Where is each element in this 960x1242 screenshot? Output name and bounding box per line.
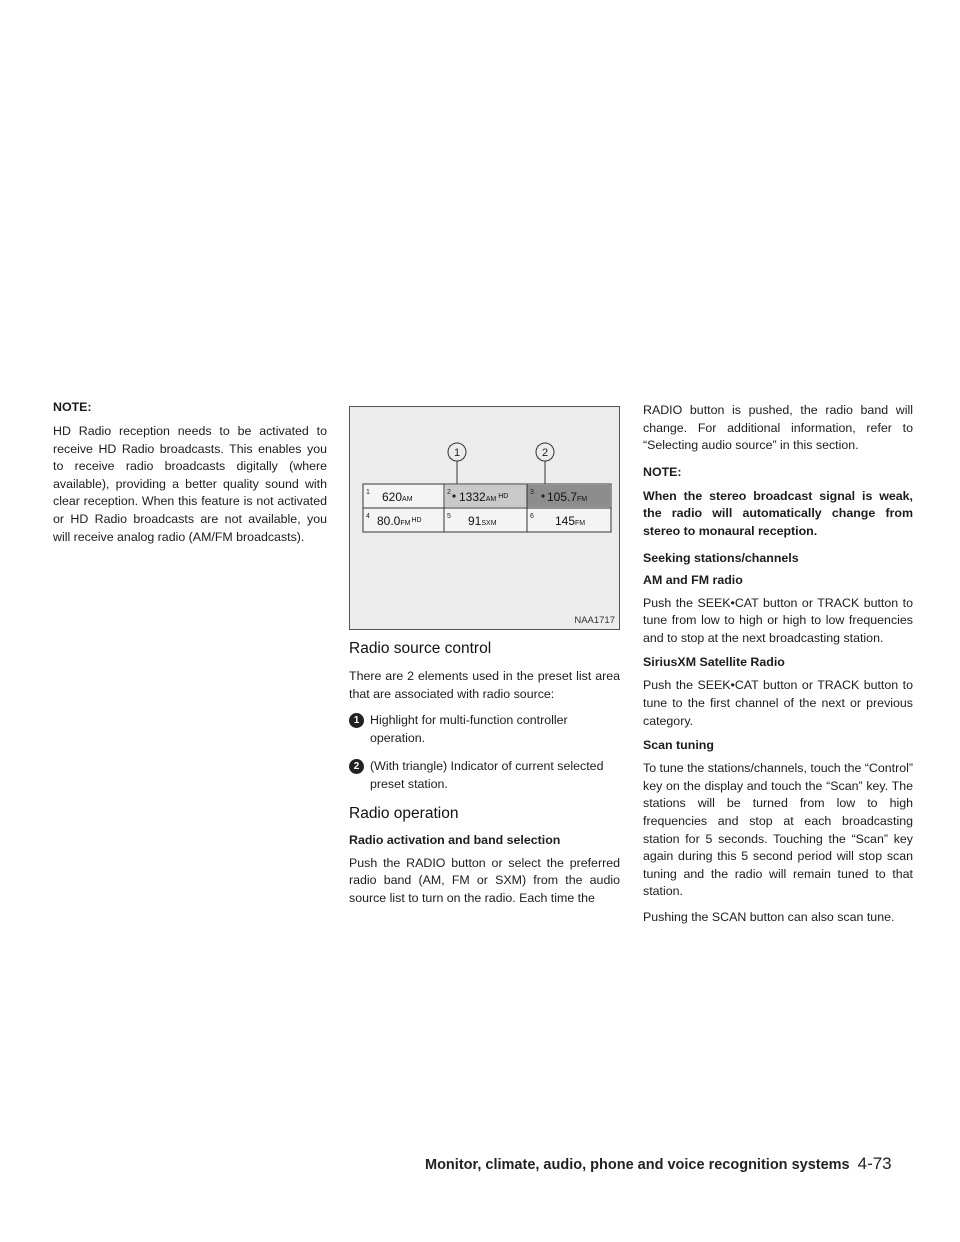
preset-4-slot: 4: [366, 513, 370, 520]
preset-1-freq: 620: [382, 490, 403, 504]
amfm-subheading: AM and FM radio: [643, 572, 743, 587]
preset-list-figure: [349, 406, 620, 630]
preset-5-slot: 5: [447, 513, 451, 520]
figure-label: NAA1717: [574, 615, 615, 626]
preset-5-freq: 91: [468, 514, 482, 528]
scan-button-text: Pushing the SCAN button can also scan tune.: [643, 909, 895, 924]
preset-2-freq: 1332: [459, 490, 486, 504]
page-footer: [425, 1154, 925, 1174]
radio-source-control-heading: Radio source control: [349, 640, 492, 657]
middle-column: [349, 640, 620, 907]
scan-text: To tune the stations/channels, touch the “Control” key on the display and touch the “Scan” key. The stations will be turned from low to high frequencies and stop at each broadcasting station for 5 seconds. Touching the “Scan” key again during this 5 second period will stop scan tuning and the radio will remain tuned to that station.: [643, 761, 913, 899]
preset-4-hd: HD: [411, 517, 422, 524]
preset-6-band: FM: [575, 520, 586, 527]
preset-3-marker: [541, 494, 544, 497]
preset-3-freq: 105.7: [547, 490, 578, 504]
activation-subheading: Radio activation and band selection: [349, 832, 561, 847]
preset-2-hd: HD: [498, 493, 509, 500]
preset-3-slot: 3: [530, 489, 534, 496]
callout-1-number: 1: [453, 447, 461, 459]
preset-2-marker: [452, 494, 455, 497]
siriusxm-text: Push the SEEK•CAT button or TRACK button to tune to the first channel of the next or previous category.: [643, 678, 913, 728]
item-2-text: (With triangle) Indicator of current selected preset station.: [370, 759, 604, 791]
page-number: 4-73: [857, 1154, 892, 1173]
left-column: [53, 400, 327, 546]
list-item: [349, 758, 620, 793]
source-intro-text: There are 2 elements used in the preset list area that are associated with radio source:: [349, 669, 620, 701]
preset-6-freq: 145: [555, 514, 576, 528]
seeking-subheading: Seeking stations/channels: [643, 550, 799, 565]
siriusxm-subheading: SiriusXM Satellite Radio: [643, 655, 785, 670]
item-1-badge: 1: [349, 713, 364, 728]
preset-list-illustration: [350, 407, 620, 630]
amfm-text: Push the SEEK•CAT button or TRACK button to tune from low to high or high to low frequencies and to stop at the next broadcasting station.: [643, 595, 913, 645]
radio-operation-heading: Radio operation: [349, 804, 459, 822]
item-1-text: Highlight for multi-function controller operation.: [370, 713, 568, 745]
note-heading-2: NOTE:: [643, 464, 682, 479]
preset-5-band: SXM: [481, 520, 497, 527]
list-item: [349, 712, 620, 747]
preset-2-band: AM: [485, 496, 497, 503]
callout-2-number: 2: [541, 447, 549, 459]
preset-3-band: FM: [577, 496, 588, 503]
item-2-badge: 2: [349, 759, 364, 774]
preset-1-slot: 1: [366, 489, 370, 496]
scan-subheading: Scan tuning: [643, 738, 714, 753]
right-column: [643, 402, 913, 926]
stereo-note-text: When the stereo broadcast signal is weak, the radio will automatically change from stereo to monaural reception.: [643, 488, 913, 538]
preset-1-band: AM: [402, 496, 413, 503]
preset-4-band: FM: [400, 520, 411, 527]
preset-4-freq: 80.0: [377, 514, 401, 528]
preset-6-slot: 6: [530, 513, 534, 520]
section-title: Monitor, climate, audio, phone and voice recognition systems: [425, 1157, 850, 1173]
note-heading: NOTE:: [53, 400, 92, 414]
continued-text: RADIO button is pushed, the radio band will change. For additional information, refer to “Selecting audio source” in this section.: [643, 403, 913, 453]
hd-radio-note-text: HD Radio reception needs to be activated to receive HD Radio broadcasts. This enables you to receive radio broadcasts digitally (where available), providing a better quality sound with clear reception. When this feature is not activated or HD Radio broadcasts are not available, you will receive analog radio (AM/FM broadcasts).: [53, 424, 327, 544]
activation-text: Push the RADIO button or select the preferred radio band (AM, FM or SXM) from the audio source list to turn on the radio. Each time the: [349, 855, 620, 905]
preset-2-slot: 2: [447, 489, 451, 496]
